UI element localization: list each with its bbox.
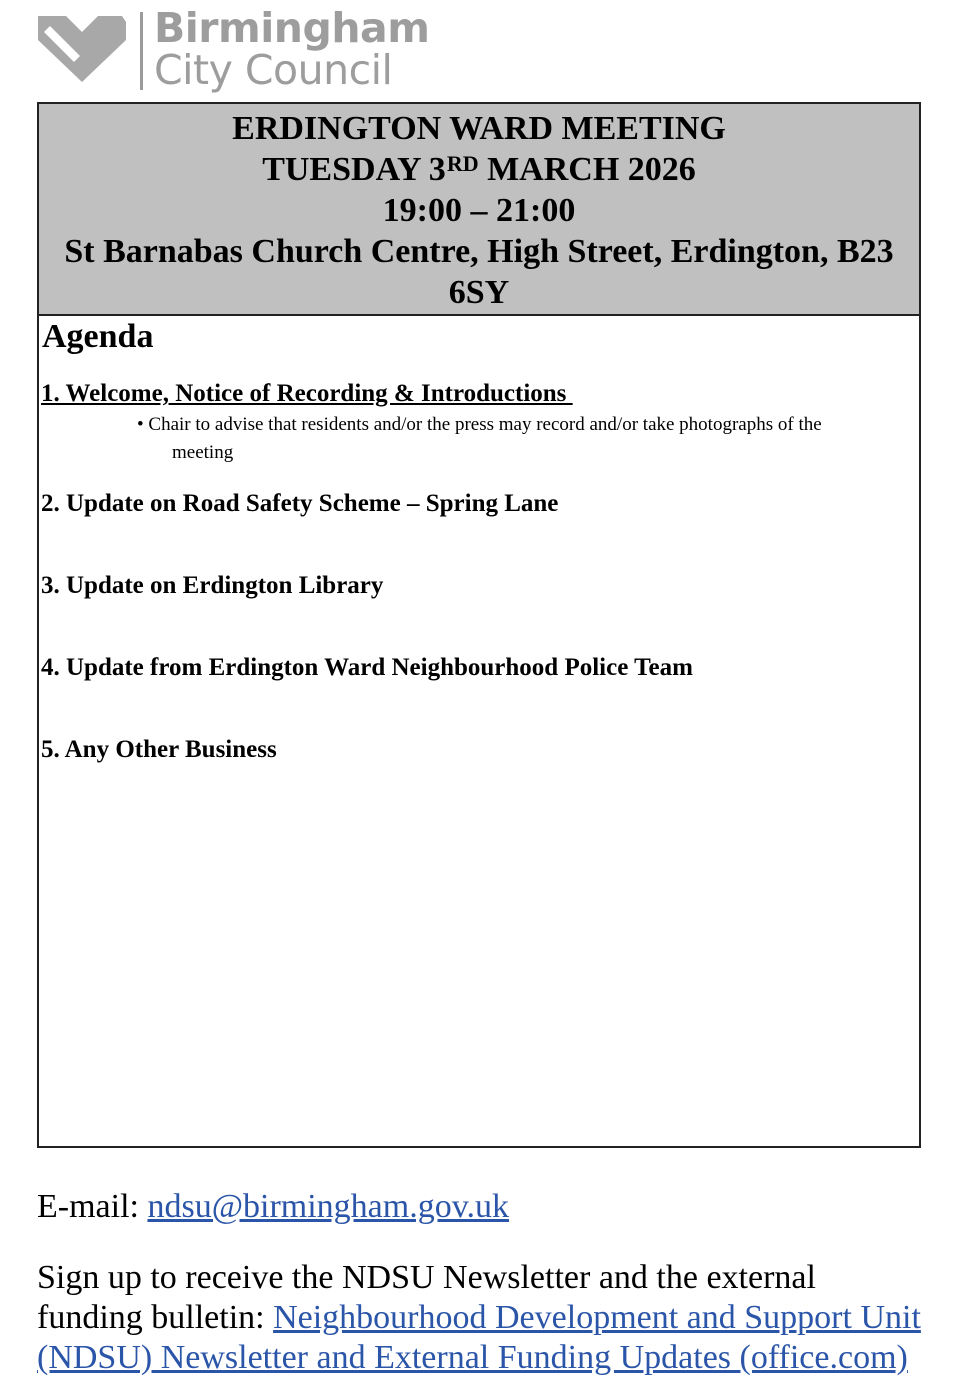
agenda-item-1-note-line1: Chair to advise that residents and/or the press may record and/or take photographs of the (148, 414, 822, 435)
meeting-date-rest: MARCH 2026 (478, 151, 696, 188)
meeting-time: 19:00 – 21:00 (382, 192, 576, 229)
meeting-date-suffix: RD (446, 151, 479, 176)
meeting-date (39, 149, 919, 190)
bullet-marker: • (137, 414, 144, 435)
agenda-item-5: 5. Any Other Business (41, 736, 277, 763)
logo-divider (140, 12, 143, 90)
meeting-venue: St Barnabas Church Centre, High Street, Erdington, B23 (64, 233, 894, 270)
newsletter-signup (37, 1258, 937, 1378)
email-link[interactable]: ndsu@birmingham.gov.uk (147, 1188, 510, 1225)
logo-text-city-council: City Council (154, 46, 393, 94)
newsletter-link[interactable]: Neighbourhood Development and Support Unit (NDSU) Newsletter and External Funding Updates (office.com) (37, 1299, 921, 1376)
agenda-item-1-note-line2: meeting (172, 442, 234, 463)
agenda-item-1: 1. Welcome, Notice of Recording & Introductions (41, 380, 573, 407)
agenda-box (37, 102, 921, 1148)
heart-logo-icon (30, 10, 128, 84)
meeting-title: ERDINGTON WARD MEETING (232, 110, 726, 147)
meeting-date-prefix: TUESDAY 3 (262, 151, 446, 188)
agenda-item-2: 2. Update on Road Safety Scheme – Spring Lane (41, 490, 559, 517)
meeting-venue-postcode: 6SY (448, 274, 510, 311)
signup-prefix: funding bulletin: (37, 1299, 274, 1336)
council-logo (30, 4, 430, 94)
email-row (37, 1188, 509, 1226)
logo-text-birmingham: Birmingham (154, 4, 430, 52)
agenda-item-3: 3. Update on Erdington Library (41, 572, 384, 599)
signup-text: Sign up to receive the NDSU Newsletter and the external (37, 1259, 816, 1296)
meeting-header (39, 104, 919, 316)
email-label: E-mail: (37, 1188, 148, 1225)
agenda-item-1-note (137, 414, 822, 436)
agenda-title: Agenda (42, 318, 154, 355)
agenda-item-4: 4. Update from Erdington Ward Neighbourhood Police Team (41, 654, 693, 681)
